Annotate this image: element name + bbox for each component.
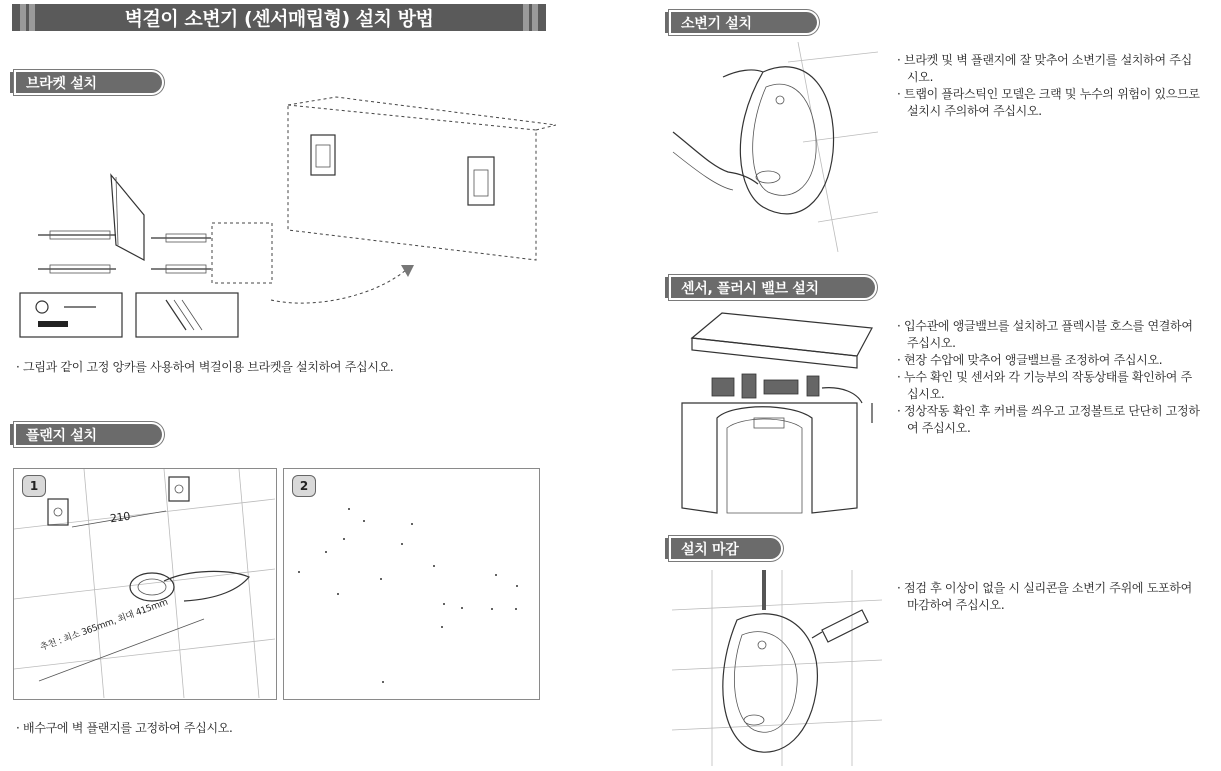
tab-urinal-install xyxy=(671,12,817,33)
instruction-item: · 입수관에 앵글밸브를 설치하고 플렉시블 호스를 연결하여 주십시오. xyxy=(897,319,1193,350)
flange-caption: · 배수구에 벽 플랜지를 고정하여 주십시오. xyxy=(16,721,233,735)
tab-bracket-install xyxy=(16,72,162,93)
tab-finish xyxy=(671,538,781,559)
sensor-valve-illustration xyxy=(672,308,890,520)
finish-illustration xyxy=(672,570,882,766)
bracket-caption: · 그림과 같이 고정 앙카를 사용하여 벽걸이용 브라켓을 설치하여 주십시오. xyxy=(16,360,394,374)
banner-decoration xyxy=(532,4,538,31)
urinal-instructions xyxy=(897,52,1203,120)
flange-step-1-panel xyxy=(13,468,277,700)
instruction-item: · 점검 후 이상이 없을 시 실리콘을 소변기 주위에 도포하여 마감하여 주십시오. xyxy=(897,581,1192,612)
instruction-item: · 현장 수압에 맞추어 앵글밸브를 조정하여 주십시오. xyxy=(897,353,1163,367)
tab-label: 소변기 설치 xyxy=(681,15,752,32)
banner-decoration xyxy=(523,4,529,31)
instruction-item: · 트랩이 플라스틱인 모델은 크랙 및 누수의 위험이 있으므로 설치시 주의하여 주십시오. xyxy=(897,87,1200,118)
step-badge: 1 xyxy=(22,475,46,497)
flange-step-2-panel xyxy=(283,468,540,700)
step-badge: 2 xyxy=(292,475,316,497)
flange-recommend-note: 추천 : 최소 365mm, 최대 415mm xyxy=(39,597,170,654)
instruction-item: · 누수 확인 및 센서와 각 기능부의 작동상태를 확인하여 주십시오. xyxy=(897,370,1192,401)
page-title-banner xyxy=(12,4,546,31)
bracket-illustration xyxy=(16,95,556,340)
banner-decoration xyxy=(20,4,26,31)
tab-flange-install xyxy=(16,424,162,445)
page-title: 벽걸이 소변기 (센서매립형) 설치 방법 xyxy=(124,8,434,30)
instruction-item: · 정상작동 확인 후 커버를 씌우고 고정볼트로 단단히 고정하여 주십시오. xyxy=(897,404,1200,435)
banner-decoration xyxy=(29,4,35,31)
tab-label: 브라켓 설치 xyxy=(26,75,97,92)
urinal-install-illustration xyxy=(668,42,878,252)
instruction-item: · 브라켓 및 벽 플랜지에 잘 맞추어 소변기를 설치하여 주십시오. xyxy=(897,53,1192,84)
tab-label: 설치 마감 xyxy=(681,541,739,558)
finish-instructions xyxy=(897,580,1203,614)
flange-dimension-label: 210 xyxy=(109,509,131,526)
tab-label: 플랜지 설치 xyxy=(26,427,97,444)
tab-sensor-valve-install xyxy=(671,277,875,298)
sensor-valve-instructions xyxy=(897,318,1203,437)
tab-label: 센서, 플러시 밸브 설치 xyxy=(681,280,819,297)
